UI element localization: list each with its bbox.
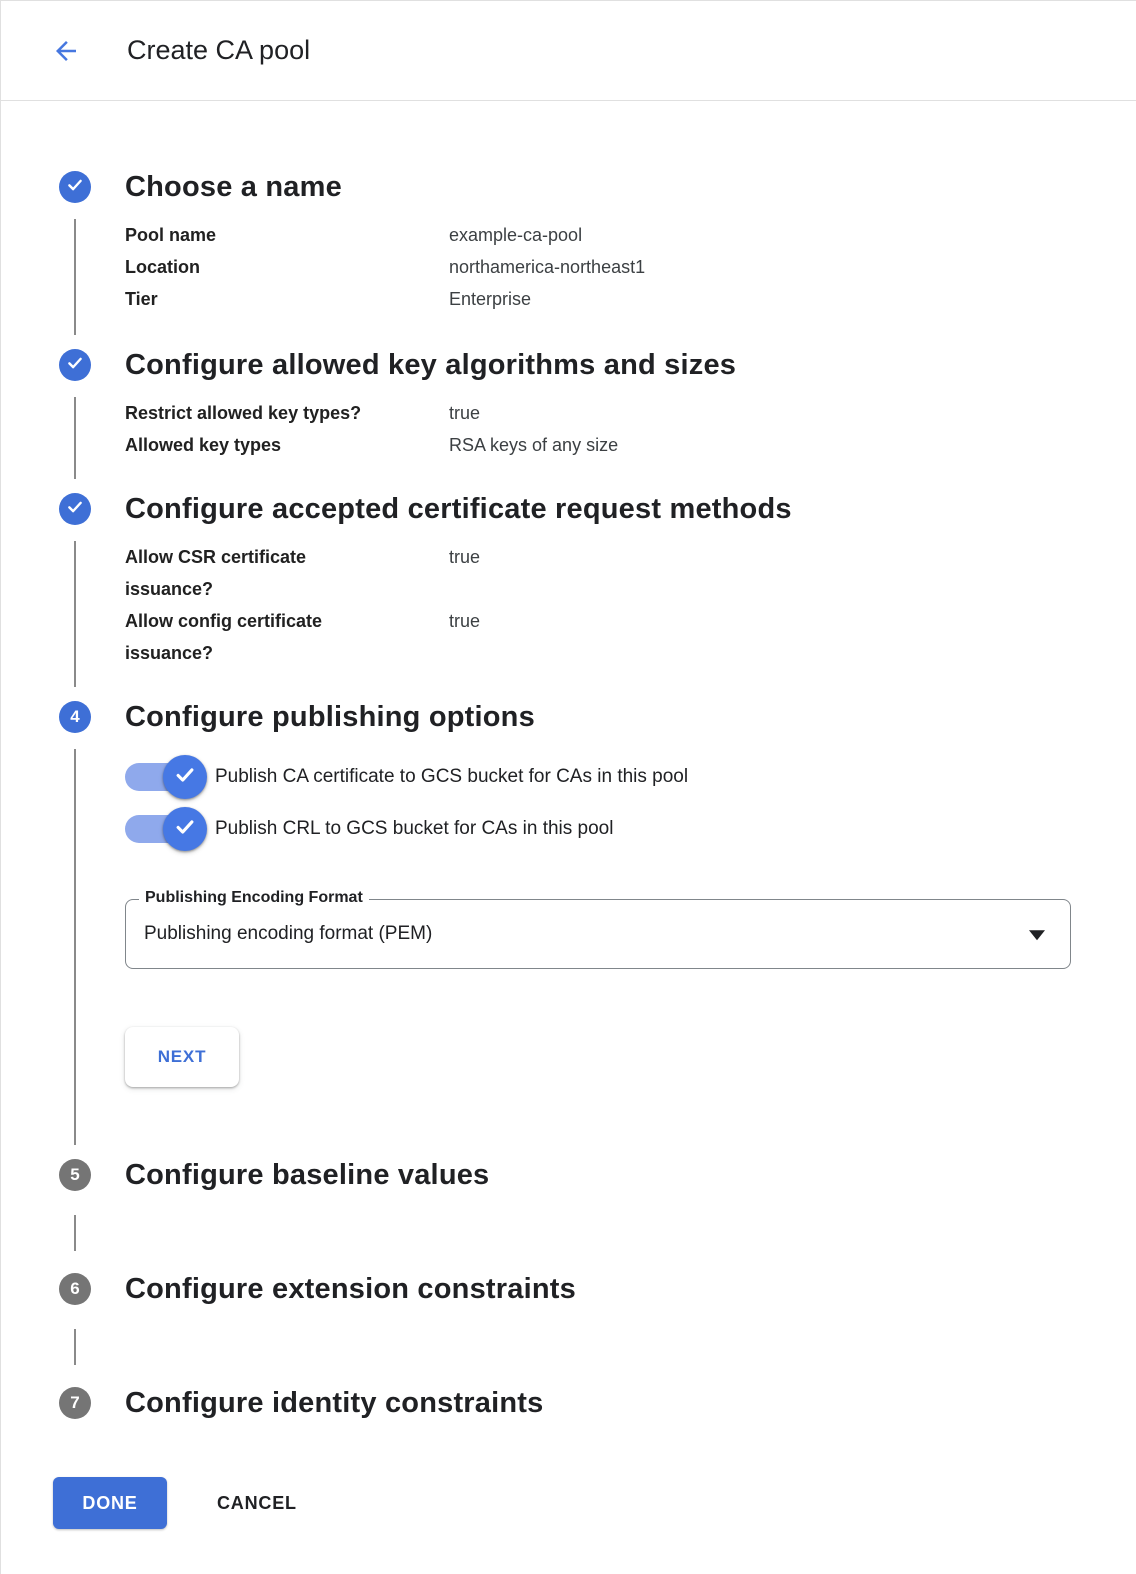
publishing-encoding-format-select[interactable] <box>125 899 1071 969</box>
next-button[interactable]: NEXT <box>125 1027 239 1087</box>
step-7-pending-indicator <box>59 1387 91 1419</box>
step-6-title[interactable]: Configure extension constraints <box>125 1273 576 1305</box>
step-certificate-request-methods <box>1 493 1136 701</box>
step-1-summary <box>125 219 1136 315</box>
done-button[interactable]: DONE <box>53 1477 167 1529</box>
step-connector-line <box>74 219 76 335</box>
step-3-summary <box>125 541 1136 669</box>
cancel-button[interactable]: CANCEL <box>217 1492 297 1513</box>
field-label: Allow CSR certificate issuance? <box>125 547 307 599</box>
step-7-title[interactable]: Configure identity constraints <box>125 1387 544 1419</box>
page-title: Create CA pool <box>127 35 311 65</box>
arrow-back-icon <box>51 36 81 66</box>
check-icon <box>174 764 196 791</box>
field-label: Tier <box>125 289 158 309</box>
step-extension-constraints <box>1 1273 1136 1387</box>
step-5-title[interactable]: Configure baseline values <box>125 1159 490 1191</box>
step-4-active-indicator <box>59 701 91 733</box>
step-number: 5 <box>70 1165 80 1184</box>
step-6-pending-indicator <box>59 1273 91 1305</box>
field-label: Allowed key types <box>125 435 282 455</box>
field-label: Pool name <box>125 225 217 245</box>
step-choose-a-name <box>1 171 1136 349</box>
step-7-rail <box>1 1387 125 1419</box>
check-icon <box>66 176 84 199</box>
check-icon <box>66 354 84 377</box>
field-value: Enterprise <box>449 289 532 309</box>
publish-crl-toggle[interactable] <box>125 815 185 843</box>
toggle-row-publish-ca-cert <box>125 755 1136 799</box>
summary-row <box>125 219 1136 251</box>
step-2-completed-indicator <box>59 349 91 381</box>
select-label: Publishing Encoding Format <box>139 888 369 908</box>
summary-row <box>125 541 1136 605</box>
create-ca-pool-form <box>1 101 1136 1529</box>
step-allowed-key-algorithms <box>1 349 1136 493</box>
step-5-rail <box>1 1159 125 1273</box>
step-3-completed-indicator <box>59 493 91 525</box>
form-actions <box>53 1477 1136 1529</box>
step-4-rail <box>1 701 125 1159</box>
field-value: true <box>449 547 481 567</box>
page-header <box>1 1 1136 101</box>
field-value: example-ca-pool <box>449 225 583 245</box>
step-baseline-values <box>1 1159 1136 1273</box>
step-3-title[interactable]: Configure accepted certificate request methods <box>125 493 792 525</box>
back-button[interactable] <box>49 34 83 68</box>
check-icon <box>174 816 196 843</box>
step-6-rail <box>1 1273 125 1387</box>
toggle-thumb <box>163 755 207 799</box>
step-number: 4 <box>70 707 80 726</box>
step-identity-constraints <box>1 1387 1136 1419</box>
publishing-toggles <box>125 755 1136 851</box>
step-connector-line <box>74 397 76 479</box>
toggle-label: Publish CA certificate to GCS bucket for CAs in this pool <box>215 766 689 787</box>
step-2-title[interactable]: Configure allowed key algorithms and sizes <box>125 349 737 381</box>
step-5-pending-indicator <box>59 1159 91 1191</box>
step-publishing-options <box>1 701 1136 1159</box>
step-connector-line <box>74 1215 76 1251</box>
step-3-rail <box>1 493 125 701</box>
field-value: RSA keys of any size <box>449 435 619 455</box>
step-1-rail <box>1 171 125 349</box>
summary-row <box>125 251 1136 283</box>
publish-ca-cert-toggle[interactable] <box>125 763 185 791</box>
field-label: Location <box>125 257 200 277</box>
check-icon <box>66 498 84 521</box>
step-2-summary <box>125 397 1136 461</box>
field-value: true <box>449 611 481 631</box>
dropdown-arrow-icon <box>1029 930 1045 940</box>
summary-row <box>125 429 1136 461</box>
step-number: 6 <box>70 1279 80 1298</box>
step-1-title[interactable]: Choose a name <box>125 171 342 203</box>
step-4-title[interactable]: Configure publishing options <box>125 701 535 733</box>
summary-row <box>125 397 1136 429</box>
toggle-thumb <box>163 807 207 851</box>
select-value: Publishing encoding format (PEM) <box>144 923 433 944</box>
summary-row <box>125 283 1136 315</box>
field-label: Allow config certificate issuance? <box>125 611 323 663</box>
step-connector-line <box>74 541 76 687</box>
step-number: 7 <box>70 1393 80 1412</box>
step-connector-line <box>74 749 76 1145</box>
toggle-label: Publish CRL to GCS bucket for CAs in this pool <box>215 818 614 839</box>
step-connector-line <box>74 1329 76 1365</box>
field-value: northamerica-northeast1 <box>449 257 646 277</box>
field-value: true <box>449 403 481 423</box>
toggle-row-publish-crl <box>125 807 1136 851</box>
step-1-completed-indicator <box>59 171 91 203</box>
publishing-encoding-format-field <box>125 889 1071 969</box>
field-label: Restrict allowed key types? <box>125 403 362 423</box>
step-2-rail <box>1 349 125 493</box>
summary-row <box>125 605 1136 669</box>
